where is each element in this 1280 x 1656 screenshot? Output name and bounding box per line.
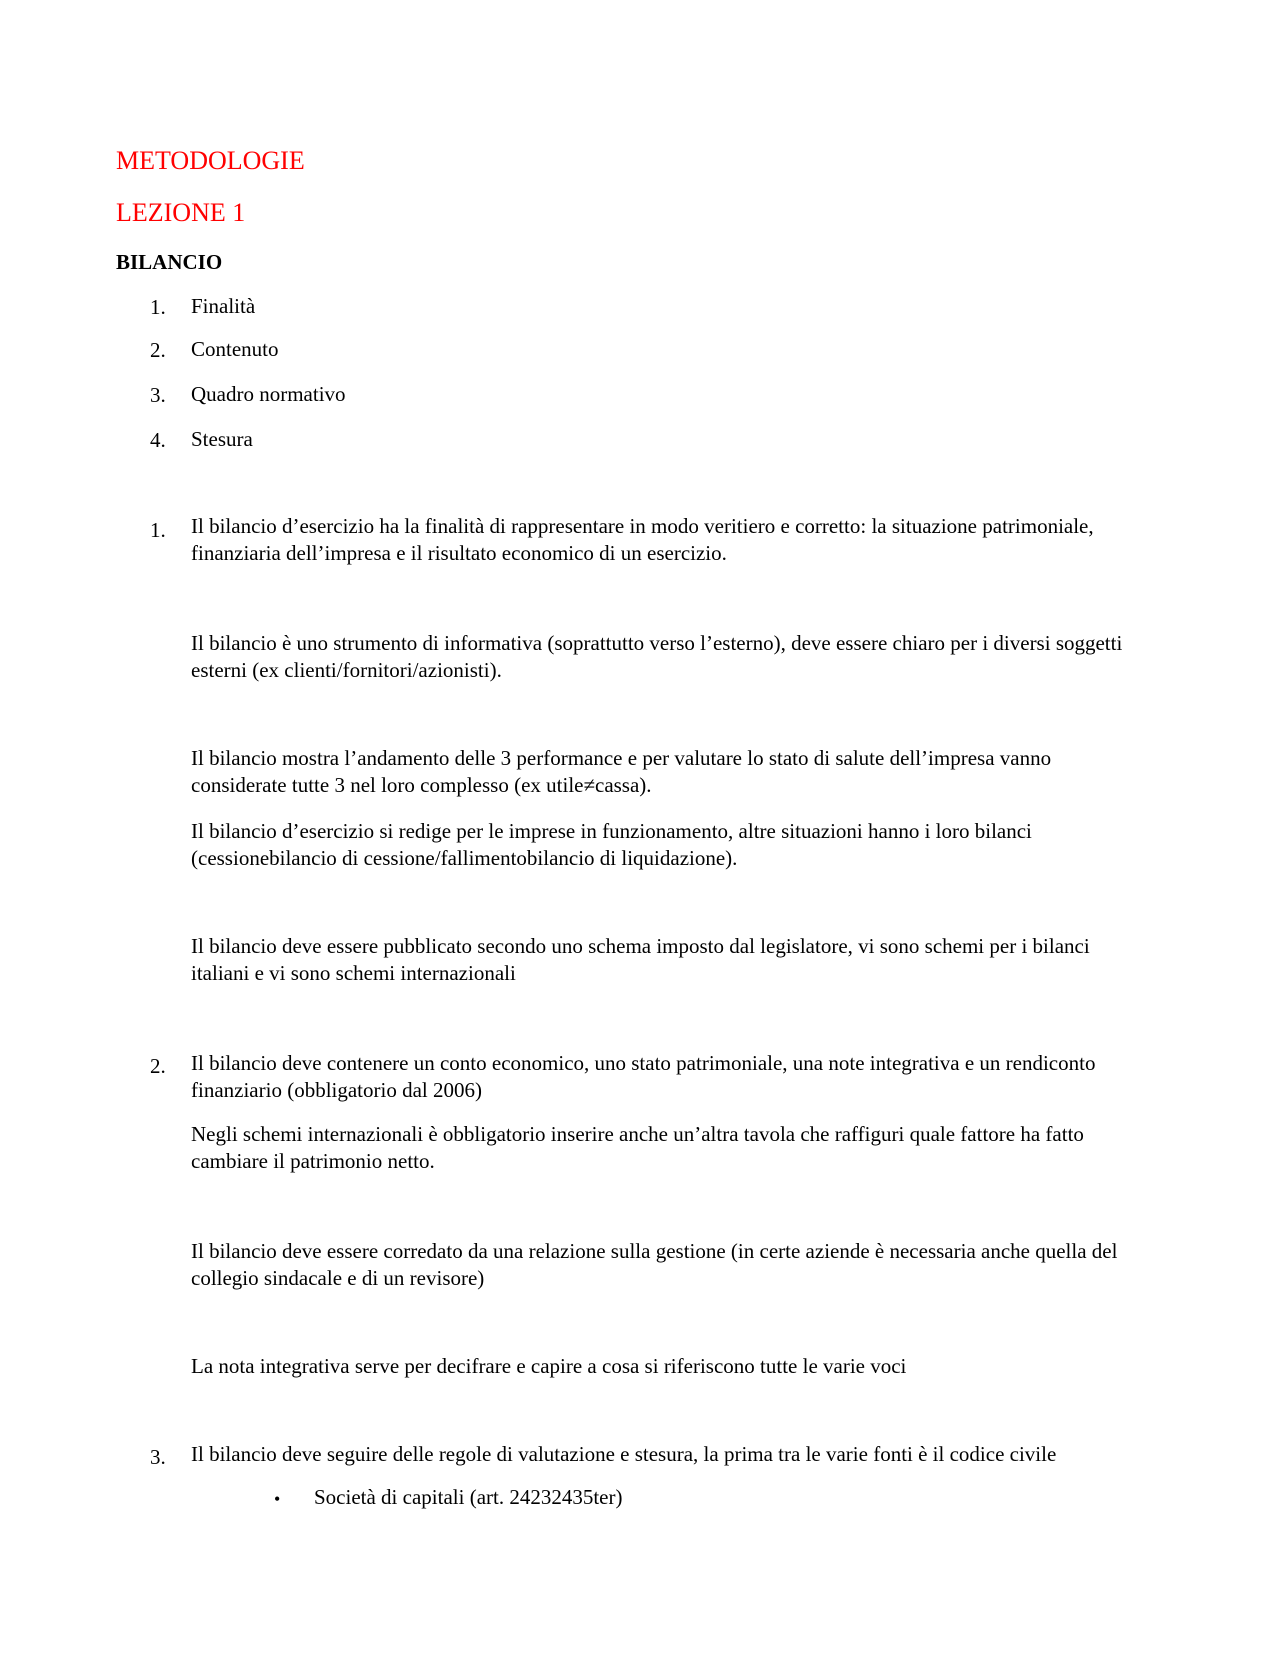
paragraph: Il bilancio deve seguire delle regole di valutazione e stesura, la prima tra le varie fonti è il codice civile [191, 1442, 1057, 1466]
paragraph: Il bilancio mostra l’andamento delle 3 performance e per valutare lo stato di salute dell’impresa vanno considerate tutte 3 nel loro complesso (ex utile≠cassa). [191, 746, 1052, 797]
paragraph: Negli schemi internazionali è obbligatorio inserire anche un’altra tavola che raffiguri quale fattore ha fatto cambiare il patrimonio netto. [191, 1122, 1084, 1173]
outline-number: 1. [150, 295, 166, 319]
bullet-item: Società di capitali (art. 24232435ter) [314, 1485, 623, 1509]
paragraph: Il bilancio deve contenere un conto economico, uno stato patrimoniale, una note integrativa e un rendiconto finanziario (obbligatorio dal 2006) [191, 1051, 1096, 1102]
section-number: 3. [150, 1445, 166, 1469]
outline-item: Finalità [191, 294, 256, 318]
outline-number: 4. [150, 428, 166, 452]
section-number: 1. [150, 518, 166, 542]
outline-number: 2. [150, 338, 166, 362]
paragraph: Il bilancio è uno strumento di informativa (soprattutto verso l’esterno), deve essere chiaro per i diversi soggetti esterni (ex clienti/fornitori/azionisti). [191, 631, 1123, 682]
outline-item: Contenuto [191, 337, 279, 361]
outline-item: Quadro normativo [191, 382, 346, 406]
lesson-heading: LEZIONE 1 [116, 198, 246, 227]
outline-number: 3. [150, 383, 166, 407]
paragraph: La nota integrativa serve per decifrare e capire a cosa si riferiscono tutte le varie voci [191, 1354, 907, 1378]
paragraph: Il bilancio d’esercizio si redige per le imprese in funzionamento, altre situazioni hanno i loro bilanci (cessionebilancio di cessione/fallimentobilancio di liquidazione). [191, 819, 1032, 870]
subject-heading: BILANCIO [116, 250, 223, 274]
document-title: METODOLOGIE [116, 146, 305, 175]
bullet-icon: • [274, 1489, 281, 1509]
outline-item: Stesura [191, 427, 253, 451]
section-number: 2. [150, 1054, 166, 1078]
paragraph: Il bilancio d’esercizio ha la finalità di rappresentare in modo veritiero e corretto: la situazione patrimoniale, finanziaria dell’impresa e il risultato economico di un esercizio. [191, 514, 1094, 565]
paragraph: Il bilancio deve essere pubblicato secondo uno schema imposto dal legislatore, vi sono schemi per i bilanci italiani e vi sono schemi internazionali [191, 934, 1090, 985]
paragraph: Il bilancio deve essere corredato da una relazione sulla gestione (in certe aziende è necessaria anche quella del collegio sindacale e di un revisore) [191, 1239, 1118, 1290]
